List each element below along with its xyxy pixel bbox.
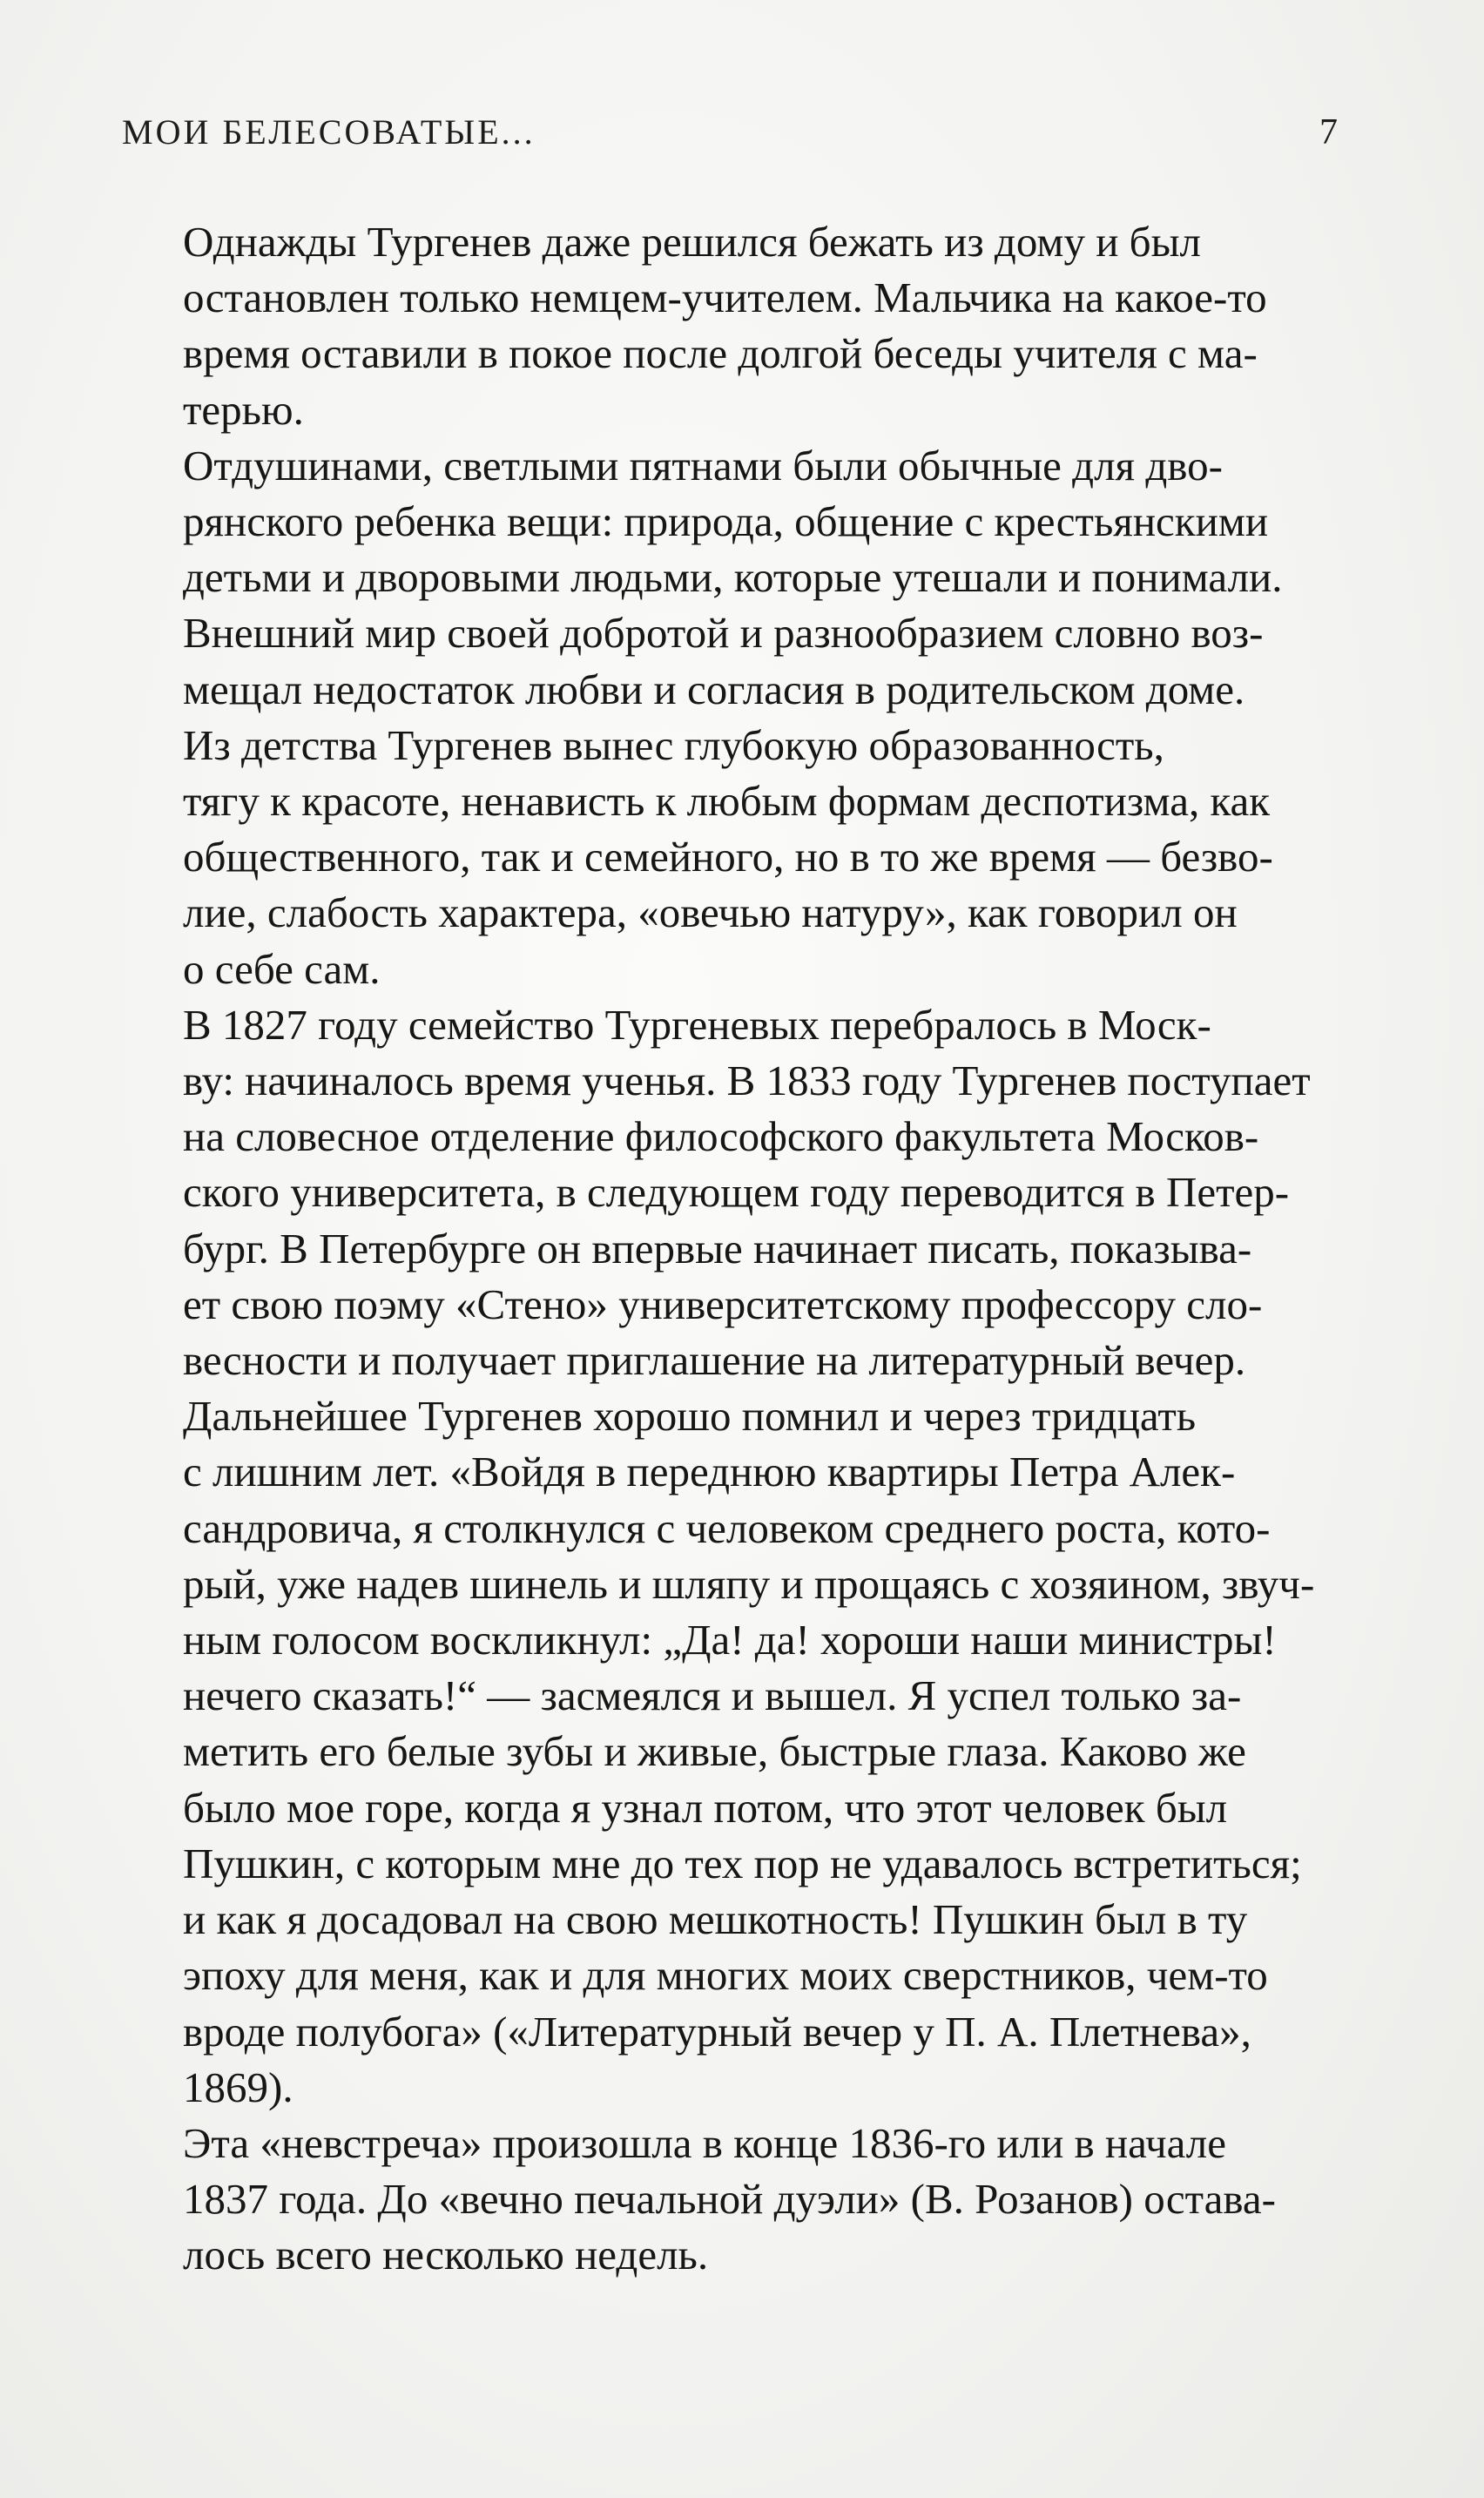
paragraph-2: [118, 438, 1362, 718]
text-line: на словесное отделение философского факультета Москов-: [183, 1112, 1259, 1161]
text-line: о себе сам.: [183, 944, 381, 993]
text-line: детьми и дворовыми людьми, которые утешали и понимали.: [183, 553, 1283, 602]
running-title: МОИ БЕЛЕСОВАТЫЕ...: [122, 112, 536, 152]
text-line: с лишним лет. «Войдя в переднюю квартиры Петра Алек-: [183, 1448, 1236, 1496]
text-line: весности и получает приглашение на литературный вечер.: [183, 1336, 1246, 1385]
text-line: мещал недостаток любви и согласия в родительском доме.: [183, 665, 1245, 713]
text-line: Отдушинами, светлыми пятнами были обычные для дво-: [183, 441, 1223, 489]
text-line: общественного, так и семейного, но в то же время — безво-: [183, 833, 1273, 881]
text-line: рый, уже надев шинель и шляпу и прощаясь с хозяином, звуч-: [183, 1559, 1315, 1608]
text-line: остановлен только немцем-учителем. Мальчика на какое-то: [183, 273, 1267, 322]
text-line: сандровича, я столкнулся с человеком среднего роста, кото-: [183, 1503, 1271, 1552]
paragraph-6: [118, 2116, 1362, 2284]
text-line: ского университета, в следующем году переводится в Петер-: [183, 1168, 1290, 1217]
text-line: нечего сказать!“ — засмеялся и вышел. Я успел только за-: [183, 1671, 1242, 1720]
text-line: Дальнейшее Тургенев хорошо помнил и через тридцать: [183, 1392, 1197, 1441]
text-line: Пушкин, с которым мне до тех пор не удавалось встретиться;: [183, 1839, 1302, 1887]
text-line: Однажды Тургенев даже решился бежать из дому и был: [183, 218, 1201, 266]
text-line: и как я досадовал на свою мешкотность! Пушкин был в ту: [183, 1895, 1248, 1944]
text-line: Внешний мир своей добротой и разнообразием словно воз-: [183, 609, 1264, 658]
text-line: эпоху для меня, как и для многих моих сверстников, чем-то: [183, 1951, 1268, 2000]
text-line: бург. В Петербурге он впервые начинает писать, показыва-: [183, 1224, 1252, 1273]
text-line: 1837 года. До «вечно печальной дуэли» (В. Розанов) остава-: [183, 2175, 1276, 2224]
text-line: 1869).: [183, 2063, 293, 2111]
text-line: тягу к красоте, ненависть к любым формам деспотизма, как: [183, 777, 1271, 826]
text-line: метить его белые зубы и живые, быстрые глаза. Каково же: [183, 1727, 1246, 1776]
paragraph-1: [118, 214, 1362, 438]
paragraph-4: [118, 997, 1362, 1388]
text-line: лие, слабость характера, «овечью натуру», как говорил он: [183, 888, 1238, 937]
text-line: ву: начиналось время ученья. В 1833 году Тургенев поступает: [183, 1057, 1311, 1105]
text-line: ным голосом воскликнул: „Да! да! хороши наши министры!: [183, 1616, 1277, 1664]
paragraph-3: [118, 718, 1362, 997]
body-text: [118, 214, 1362, 2284]
text-line: было мое горе, когда я узнал потом, что этот человек был: [183, 1783, 1228, 1832]
text-line: лось всего несколько недель.: [183, 2231, 709, 2279]
text-line: время оставили в покое после долгой беседы учителя с ма-: [183, 329, 1258, 378]
text-line: вроде полубога» («Литературный вечер у П. А. Плетнева»,: [183, 2007, 1251, 2056]
text-line: терью.: [183, 385, 304, 434]
text-line: Из детства Тургенев вынес глубокую образованность,: [183, 720, 1164, 769]
page-number: 7: [1319, 112, 1338, 152]
text-line: В 1827 году семейство Тургеневых перебралось в Моск-: [183, 1000, 1211, 1049]
text-line: рянского ребенка вещи: природа, общение с крестьянскими: [183, 497, 1269, 546]
text-line: Эта «невстреча» произошла в конце 1836-го или в начале: [183, 2118, 1226, 2167]
paragraph-5: [118, 1388, 1362, 2116]
text-line: ет свою поэму «Стено» университетскому профессору сло-: [183, 1279, 1263, 1328]
